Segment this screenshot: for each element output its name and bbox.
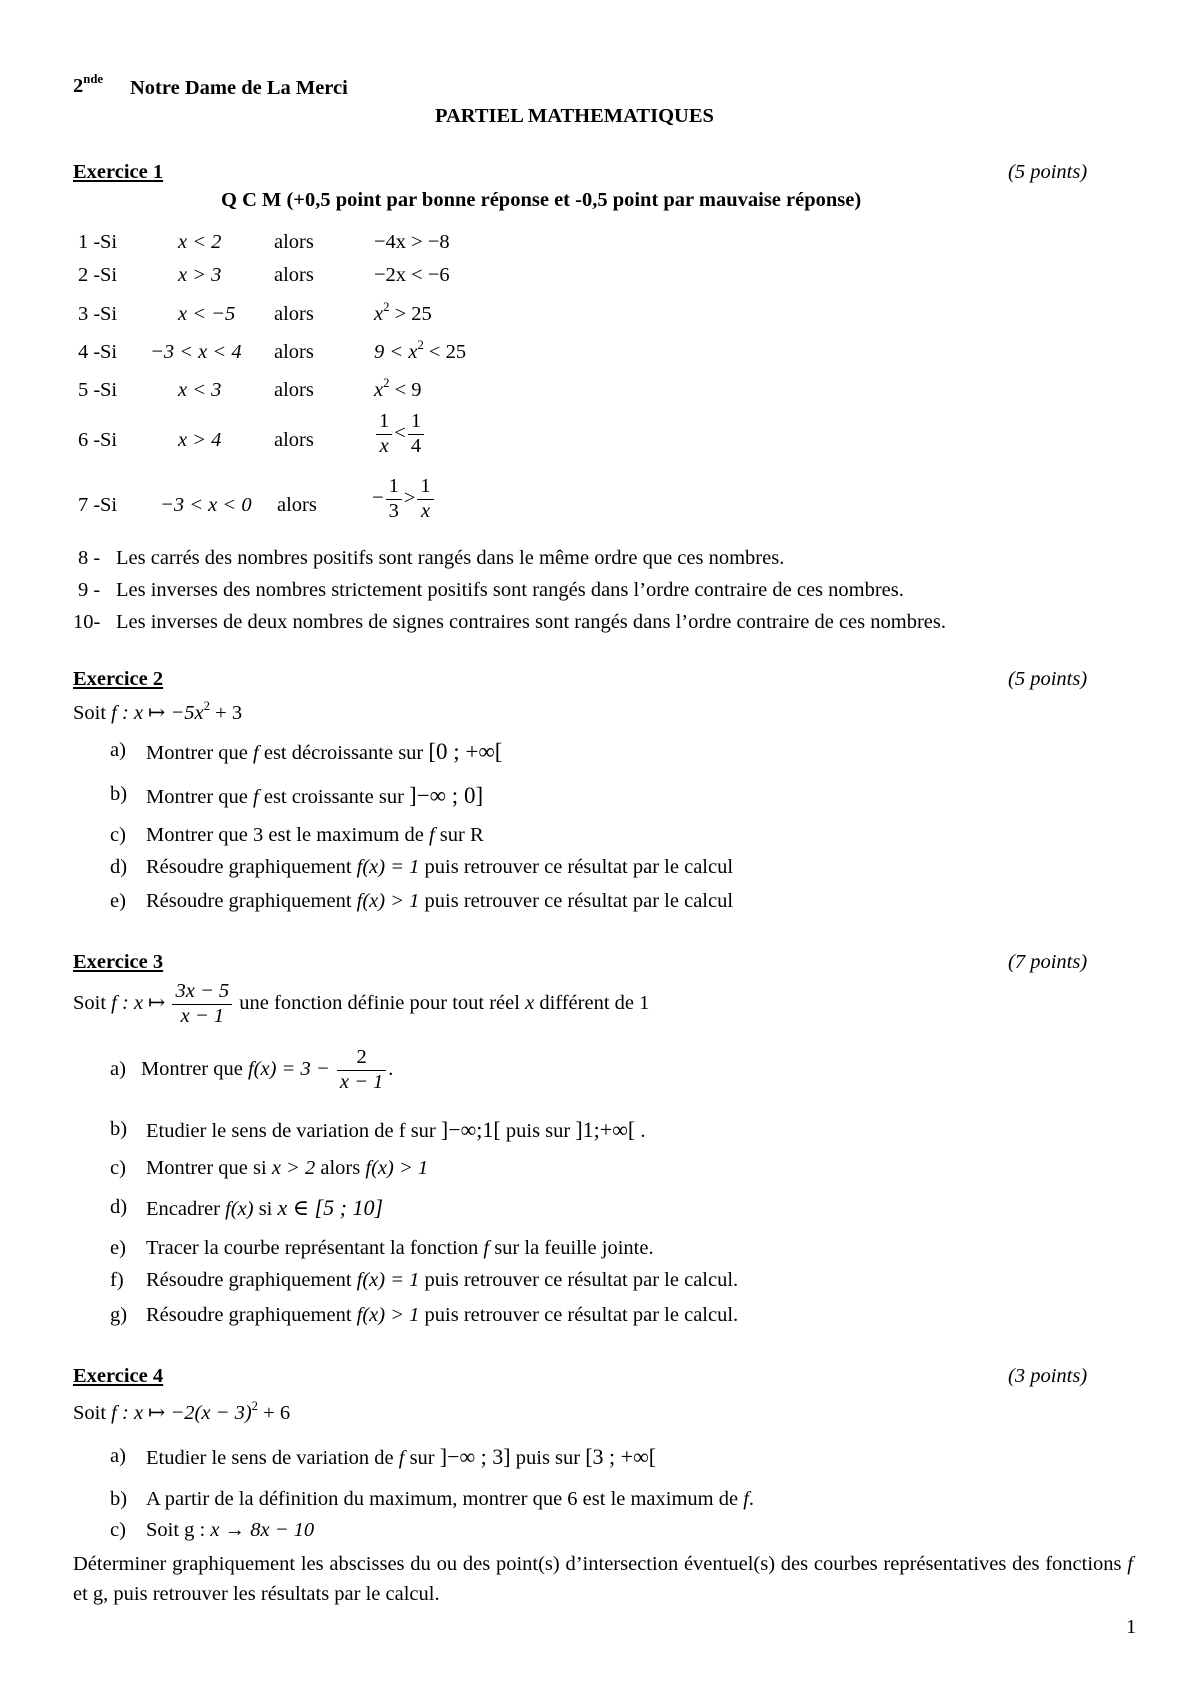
exercise-2-intro: Soit f : x ↦ $-5x^2 + 3$ bbox=[73, 699, 243, 724]
exercise-4-title: Exercice 4 bbox=[73, 1365, 164, 1387]
exercise-2-points: (5 points) bbox=[1008, 668, 1088, 690]
exercise-1-subtitle: Q C M (+0,5 point par bonne réponse et -0,5 point par mauvaise réponse) bbox=[221, 189, 862, 211]
page-title: PARTIEL MATHEMATIQUES bbox=[435, 105, 714, 127]
class-level: 2nde bbox=[73, 72, 104, 97]
qcm-fraction-result: $\frac{1}{x}$ < $\frac{1}{4}$ bbox=[374, 410, 426, 458]
exercise-1-points: (5 points) bbox=[1008, 161, 1088, 183]
exercise-3-title: Exercice 3 bbox=[73, 951, 164, 973]
exercise-4-points: (3 points) bbox=[1008, 1365, 1088, 1387]
exercise-2-title: Exercice 2 bbox=[73, 668, 164, 690]
document-page: 2nde Notre Dame de La Merci PARTIEL MATHEMATIQUES Exercice 1 (5 points) Q C M (+0,5 point par bonne réponse et -0,5 point par mauvaise réponse) 1 - Si x < 2 alors −4x > −8 2 - Si x > 3 alors −2x < −6 3 - Si x < −5 alors $x^2 > 25$ 4 - Si −3 < x < 4 alors $9 < x^2 < 25$ 5 - Si x < 3 alors $x^2 < 9$ 6 - Si x > 4 alors $\frac{1}{x}$ < $\frac{1}{4}$ 7 - Si −3 < x < 0 alors − $\frac{1}{3}$ > $\frac{1}{x}$ 8 - Les carrés des nombres positifs sont rangés dans le même ordre que ces nombres. 9 - Les inverses des nombres strictement positifs sont rangés dans l’ordre contraire de ces nombres. 10- Les inverses de deux nombres de signes contraires sont rangés dans l’ordre contraire de ces nombres. Exercice 2 (5 points) Soit f : x ↦ $-5x^2 + 3$ a) Montrer que f est décroissante sur [0 ; +∞[ b) Montrer que f est croissante sur ]−∞ ; 0] c) Montrer que 3 est le maximum de f sur R d) Résoudre graphiquement f(x) = 1 puis retrouver ce résultat par le calcul e) Résoudre graphiquement f(x) > 1 puis retrouver ce résultat par le calcul Exercice 3 (7 points) Soit f : x ↦ $\frac{3x - 5}{x - 1}$ une fonction définie pour tout réel x différent de 1 a) Montrer que f(x) = 3 − $\frac{2}{x - 1}$ . b) Etudier le sens de variation de f sur ]−∞;1[ puis sur ]1;+∞[ . c) Montrer que si x > 2 alors f(x) > 1 d) Encadrer f(x) si x ∈ [5 ; 10] e) Tracer la courbe représentant la fonction f sur la feuille jointe. f) Résoudre graphiquement f(x) = 1 puis retrouver ce résultat par le calcul. g) Résoudre graphiquement f(x) > 1 puis retrouver ce résultat par le calcul. Exercice 4 (3 points) Soit f : x ↦ $-2(x - 3)^2 + 6$ a) Etudier le sens de variation de f sur ]−∞ ; 3] puis sur [3 ; +∞[ b) A partir de la définition du maximum, montrer que 6 est le maximum de f. c) Soit g : x → 8x − 10 Déterminer graphiquement les abscisses du ou des point(s) d’intersection éventuel(s) des courbes représentatives des fonctions f et g, puis retrouver les résultats par le calcul. 1 bbox=[73, 72, 1137, 1638]
school-name: Notre Dame de La Merci bbox=[130, 77, 348, 99]
page-number: 1 bbox=[1126, 1616, 1137, 1638]
qcm-fraction-result: − $\frac{1}{3}$ > $\frac{1}{x}$ bbox=[372, 475, 436, 523]
exercise-3-intro: Soit f : x ↦ $\frac{3x - 5}{x - 1}$ une fonction définie pour tout réel x différent de 1 bbox=[73, 980, 650, 1027]
exercise-4-intro: Soit f : x ↦ $-2(x - 3)^2 + 6$ bbox=[73, 1399, 291, 1424]
exercise-1-title: Exercice 1 bbox=[73, 161, 164, 183]
exercise-4-conclusion: Déterminer graphiquement les abscisses du ou des point(s) d’intersection éventuel(s) des courbes représentatives des fonctions f et g, puis retrouver les résultats par le calcul. bbox=[73, 1553, 1133, 1605]
exercise-item: a) Montrer que f(x) = 3 − $\frac{2}{x - 1}$ . bbox=[110, 1046, 394, 1093]
exercise-3-points: (7 points) bbox=[1008, 951, 1088, 973]
